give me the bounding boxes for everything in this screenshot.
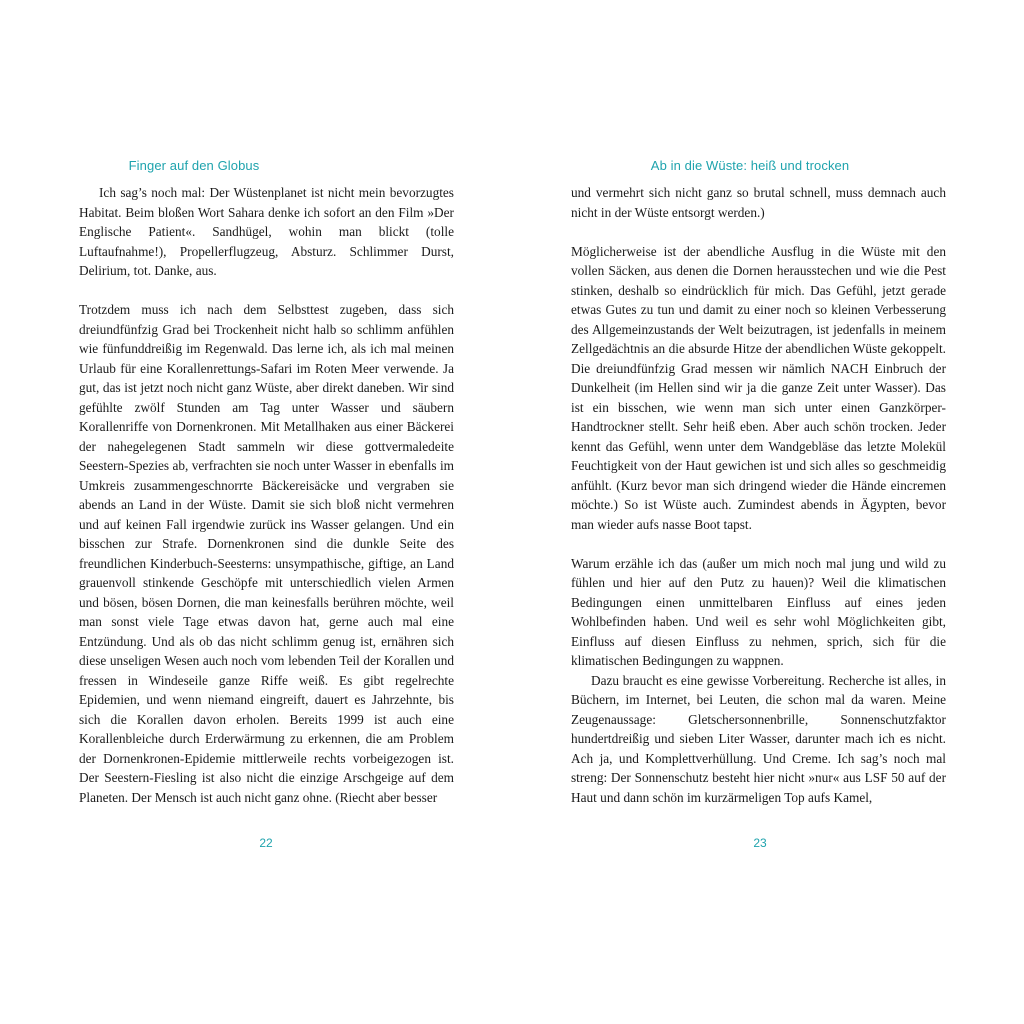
page-number-right: 23: [753, 836, 767, 850]
left-page-body: [79, 183, 454, 807]
right-page-body: [571, 183, 946, 807]
right-paragraph-1: und vermehrt sich nicht ganz so brutal schnell, muss demnach auch nicht in der Wüste entsorgt werden.): [571, 185, 946, 220]
paragraph-gap: [571, 534, 946, 554]
left-paragraph-2: Trotzdem muss ich nach dem Selbsttest zugeben, dass sich dreiundfünfzig Grad bei Trockenheit nicht halb so schlimm anfühlen wie fünfunddreißig im Regenwald. Das lerne ich, als ich mal meinen Urlaub für eine Korallenrettungs-Safari im Roten Meer verwende. Ja gut, das ist jetzt noch nicht ganz Wüste, aber direkt daneben. Wir sind gefühlte zwölf Stunden am Tag unter Wasser und säubern Korallenriffe von Dornenkronen. Mit Metallhaken aus einer Bäckerei der nahegelegenen Stadt sammeln wir diese gottvermaledeite Seestern-Spezies ab, verfrachten sie noch unter Wasser in ebenfalls im Umkreis zusammengeschnorrte Bäckereisäcke und vergraben sie abends an Land in der Wüste. Damit sie sich bloß nicht vermehren und auf keinen Fall irgendwie zurück ins Wasser gelangen. Und ein bisschen zur Strafe. Dornenkronen sind die dunkle Seite des freundlichen Kinderbuch-Seesterns: unsympathische, giftige, an Land grauenvoll stinkende Geschöpfe mit unterschiedlich vielen Armen und bösen, bösen Dornen, die man keinesfalls berühren möchte, weil man sonst viele Tage etwas davon hat, gerne auch mal eine Entzündung. Und als ob das nicht schlimm genug ist, ernähren sich diese unseligen Wesen auch noch vom lebenden Teil der Korallen und fressen in Windeseile ganze Riffe weiß. Es gibt regelrechte Epidemien, und wenn niemand eingreift, dauert es Jahrzehnte, bis sich die Korallen davon erholen. Bereits 1999 ist auch eine Korallenbleiche durch Erderwärmung zu erkennen, die am Problem der Dornenkronen-Epidemie mittlerweile rechts vorbeigezogen ist. Der Seestern-Fiesling ist also nicht die einzige Arschgeige auf dem Planeten. Der Mensch ist auch nicht ganz ohne. (Riecht aber besser: [79, 302, 454, 805]
running-header-right: Ab in die Wüste: heiß und trocken: [650, 158, 850, 173]
running-header-left: Finger auf den Globus: [128, 158, 260, 173]
page-number-left: 22: [259, 836, 273, 850]
right-paragraph-4: Dazu braucht es eine gewisse Vorbereitung. Recherche ist alles, in Büchern, im Internet, bei Leuten, die schon mal da waren. Meine Zeugenaussage: Gletschersonnenbrille, Sonnenschutzfaktor hundertdreißig und sieben Liter Wasser, darunter mach ich es nicht. Ach ja, und Komplettverhüllung. Und Creme. Ich sag’s noch mal streng: Der Sonnenschutz besteht hier nicht »nur« aus LSF 50 auf der Haut und dann schön im kurzärmeligen Top aufs Kamel,: [571, 672, 946, 805]
left-paragraph-1: Ich sag’s noch mal: Der Wüstenplanet ist nicht mein bevorzugtes Habitat. Beim bloßen Wort Sahara denke ich sofort an den Film »Der Englische Patient«. Sandhügel, wohin man blickt (tolle Luftaufnahme!), Propellerflugzeug, Absturz. Schlimmer Durst, Delirium, tot. Danke, aus.: [79, 185, 454, 278]
right-page: [512, 0, 1024, 1024]
paragraph-gap: [571, 222, 946, 242]
right-paragraph-2: Möglicherweise ist der abendliche Ausflug in die Wüste mit den vollen Säcken, aus denen die Dornen herausstechen und wie die Pest stinken, deshalb so eindrücklich für mich. Das Gefühl, jetzt gerade etwas Gutes zu tun und damit zu einer noch so kleinen Verbesserung des Allgemeinzustands der Welt beizutragen, ist jedenfalls in meinem Zellgedächtnis an die absurde Hitze der abendlichen Wüste gekoppelt. Die dreiundfünfzig Grad messen wir nämlich NACH Einbruch der Dunkelheit (im Hellen sind wir ja die ganze Zeit unter Wasser). Das ist ein bisschen, wie wenn man sich unter einen Ganzkörper-Handtrockner stellt. Sehr heiß eben. Aber auch schön trocken. Jeder kennt das Gefühl, wenn unter dem Wandgebläse das letzte Molekül Feuchtigkeit von der Haut gewichen ist und sich alles so geschmeidig anfühlt. (Kurz bevor man sich dringend wieder die Hände eincremen möchte.) So ist Wüste auch. Zumindest abends in Ägypten, bevor man wieder aufs nasse Boot tapst.: [571, 243, 946, 532]
right-paragraph-3: Warum erzähle ich das (außer um mich noch mal jung und wild zu fühlen und hier auf den Putz zu hauen)? Weil die klimatischen Bedingungen einen unmittelbaren Einfluss auf eines jeden Wohlbefinden haben. Und weil es sehr wohl Möglichkeiten gibt, Einfluss auf diesen Einfluss zu nehmen, sprich, sich für die klimatischen Bedingungen zu wappnen.: [571, 555, 946, 668]
paragraph-gap: [79, 281, 454, 301]
